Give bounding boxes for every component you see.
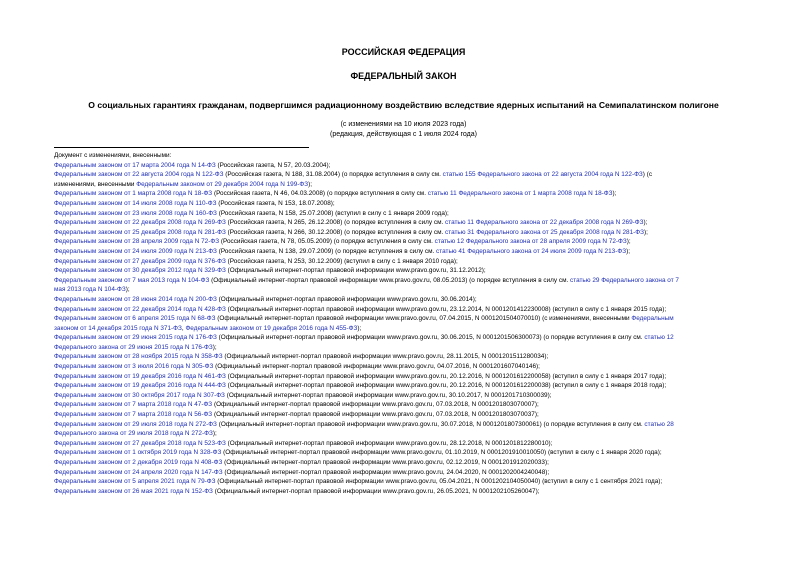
amendment-line: [54, 285, 766, 295]
amendment-line: [54, 333, 766, 343]
amendment-line: [54, 400, 766, 410]
amendment-line: [54, 295, 766, 305]
amendment-link[interactable]: Федеральным законом от 23 июля 2008 года N 160-ФЗ: [54, 209, 217, 217]
amendment-line: [54, 247, 766, 257]
amendments-lines: [54, 161, 766, 497]
amendment-text: );: [212, 343, 217, 351]
amendment-link[interactable]: законом от 14 декабря 2015 года N 371-ФЗ: [54, 324, 182, 332]
amendment-text: (Официальный интернет-портал правовой информации www.pravo.gov.ru, 23.12.2014, N 0001201412230008) (вступил в силу с 1 января 2015 года);: [225, 305, 667, 313]
amendment-line: [54, 381, 766, 391]
doc-type-heading: ФЕДЕРАЛЬНЫЙ ЗАКОН: [350, 71, 457, 81]
amendment-text: (Официальный интернет-портал правовой информации www.pravo.gov.ru, 30.06.2014);: [216, 295, 477, 303]
amendment-link[interactable]: Федеральным законом от 27 декабря 2009 года N 376-ФЗ: [54, 257, 226, 265]
amendment-text: );: [626, 247, 630, 255]
amendment-link[interactable]: Федеральным законом от 3 июля 2016 года N 305-ФЗ: [54, 363, 214, 371]
amendment-text: );: [125, 286, 130, 294]
amendment-link[interactable]: статью 41 Федерального закона от 24 июля 2009 года N 213-ФЗ: [436, 247, 627, 255]
amendment-line: [54, 305, 766, 315]
amendment-link[interactable]: Федеральным: [631, 315, 674, 323]
amendment-link[interactable]: статью 11 Федерального закона от 22 декабря 2008 года N 269-ФЗ: [445, 219, 644, 227]
amendment-link[interactable]: Федеральным законом от 1 октября 2019 года N 328-ФЗ: [54, 449, 222, 457]
amendment-line: [54, 266, 766, 276]
amendment-line: [54, 324, 766, 334]
amendment-text: ,: [181, 324, 186, 332]
amendment-text: (Российская газета, N 57, 20.03.2004);: [215, 161, 331, 169]
amendment-line: [54, 372, 766, 382]
amendment-line: [54, 180, 766, 190]
amendment-link[interactable]: Федеральным законом от 29 декабря 2004 года N 199-ФЗ: [136, 180, 309, 188]
amendment-link[interactable]: Федеральным законом от 1 марта 2008 года N 18-ФЗ: [54, 190, 213, 198]
amendment-link[interactable]: Федеральным законом от 19 декабря 2016 года N 444-ФЗ: [54, 382, 226, 390]
amendment-link[interactable]: Федеральным законом от 7 мая 2013 года N 104-ФЗ: [54, 276, 210, 284]
changes-note: (с изменениями на 10 июля 2023 года): [340, 121, 467, 128]
amendment-text: (Российская газета, N 158, 25.07.2008) (вступил в силу с 1 января 2009 года);: [216, 209, 449, 217]
amendment-line: [54, 410, 766, 420]
amendment-link[interactable]: Федеральным законом от 5 апреля 2021 года N 79-ФЗ: [54, 478, 216, 486]
amendment-line: [54, 276, 766, 286]
amendment-link[interactable]: статью 12: [644, 334, 674, 342]
amendment-text: );: [626, 238, 631, 246]
amendment-text: (Официальный интернет-портал правовой информации www.pravo.gov.ru, 30.10.2017, N 0001201710300039);: [224, 391, 552, 399]
amendment-link[interactable]: статью 29 Федерального закона от 7: [570, 276, 679, 284]
amendment-link[interactable]: статью 28: [644, 420, 674, 428]
amendment-link[interactable]: Федеральным законом от 24 июля 2009 года N 213-ФЗ: [54, 247, 217, 255]
amendment-link[interactable]: Федеральным законом от 7 марта 2018 года N 47-ФЗ: [54, 401, 213, 409]
amendment-line: [54, 228, 766, 238]
amendment-link[interactable]: статью 31 Федерального закона от 25 декабря 2008 года N 281-ФЗ: [445, 228, 644, 236]
amendment-text: (Официальный интернет-портал правовой информации www.pravo.gov.ru, 07.03.2018, N 0001201803070037);: [212, 411, 539, 419]
amendment-link[interactable]: Федеральным законом от 6 апреля 2015 года N 68-ФЗ: [54, 315, 216, 323]
amendment-link[interactable]: статью 12 Федерального закона от 28 апреля 2009 года N 72-ФЗ: [434, 238, 627, 246]
amendments-list: [54, 151, 766, 496]
amendment-text: (Российская газета, N 153, 18.07.2008);: [216, 199, 335, 207]
amendment-text: (Официальный интернет-портал правовой информации www.pravo.gov.ru, 28.11.2015, N 0001201511280034);: [222, 353, 549, 361]
amendment-line: [54, 343, 766, 353]
amendment-link[interactable]: Федеральным законом от 24 апреля 2020 года N 147-ФЗ: [54, 468, 223, 476]
amendment-text: );: [644, 228, 648, 236]
amendment-text: (Российская газета, N 188, 31.08.2004) (о порядке вступления в силу см.: [223, 171, 443, 179]
amendment-link[interactable]: мая 2013 года N 104-ФЗ: [54, 286, 126, 294]
amendment-line: [54, 362, 766, 372]
amendment-text: (Официальный интернет-портал правовой информации www.pravo.gov.ru, 04.07.2016, N 0001201607040146);: [213, 363, 540, 371]
amendment-line: [54, 189, 766, 199]
amendment-text: (Официальный интернет-портал правовой информации www.pravo.gov.ru, 28.12.2018, N 0001201812280010);: [225, 439, 553, 447]
amendment-text: (Официальный интернет-портал правовой информации www.pravo.gov.ru, 24.04.2020, N 0001202004240048);: [222, 468, 550, 476]
amendment-line: [54, 429, 766, 439]
amendment-line: [54, 352, 766, 362]
amendment-line: [54, 458, 766, 468]
amendment-link[interactable]: Федеральным законом от 29 июля 2018 года N 272-ФЗ: [54, 420, 217, 428]
amendment-line: [54, 257, 766, 267]
amendment-line: [54, 209, 766, 219]
amendment-link[interactable]: Федеральным законом от 27 декабря 2018 года N 523-ФЗ: [54, 439, 226, 447]
amendment-line: [54, 237, 766, 247]
amendment-text: );: [643, 219, 648, 227]
amendment-text: ) (с: [642, 171, 653, 179]
amendment-text: (Официальный интернет-портал правовой информации www.pravo.gov.ru, 05.04.2021, N 0001202104050040) (вступил в силу с 1 сентября 2021 года);: [215, 478, 663, 486]
amendment-text: (Официальный интернет-портал правовой информации www.pravo.gov.ru, 31.12.2012);: [225, 267, 486, 275]
amendment-text: );: [308, 180, 313, 188]
amendment-line: [54, 314, 766, 324]
amendment-link[interactable]: Федеральным законом от 14 июля 2008 года N 110-ФЗ: [54, 199, 217, 207]
amendment-link[interactable]: Федеральным законом от 19 декабря 2016 года N 455-ФЗ: [185, 324, 358, 332]
amendment-text: (Официальный интернет-портал правовой информации www.pravo.gov.ru, 08.05.2013) (о порядке вступления в силу см.: [209, 276, 571, 284]
amendment-text: (Российская газета, N 138, 29.07.2009) (о порядке вступления в силу см.: [216, 247, 437, 255]
amendment-text: (Российская газета, N 46, 04.03.2008) (о порядке вступления в силу см.: [212, 190, 428, 198]
amendment-link[interactable]: Федеральным законом от 7 марта 2018 года N 56-ФЗ: [54, 411, 213, 419]
amendment-text: (Российская газета, N 266, 30.12.2008) (о порядке вступления в силу см.: [225, 228, 446, 236]
amendment-link[interactable]: Федеральным законом от 28 апреля 2009 года N 72-ФЗ: [54, 238, 220, 246]
amendment-line: [54, 391, 766, 401]
amendment-line: [54, 199, 766, 209]
amendment-link[interactable]: Федерального закона от 29 июля 2018 года N 272-ФЗ: [54, 430, 213, 438]
amendment-text: );: [212, 430, 217, 438]
law-title: О социальных гарантиях гражданам, подвергшимся радиационному воздействию вследствие ядерных испытаний на Семипалатинском полигоне: [88, 100, 719, 110]
amendment-link[interactable]: Федеральным законом от 25 декабря 2008 года N 281-ФЗ: [54, 228, 226, 236]
amendment-link[interactable]: Федеральным законом от 29 июня 2015 года N 176-ФЗ: [54, 334, 217, 342]
amendment-text: (Официальный интернет-портал правовой информации www.pravo.gov.ru, 20.12.2016, N 0001201612200058) (вступил в силу с 1 января 2017 года);: [225, 372, 667, 380]
amendment-link[interactable]: Федеральным законом от 30 октября 2017 года N 307-ФЗ: [54, 391, 225, 399]
amendment-link[interactable]: Федеральным законом от 22 декабря 2014 года N 428-ФЗ: [54, 305, 226, 313]
amendment-text: изменениями, внесенными: [54, 180, 137, 188]
amendment-line: [54, 487, 766, 497]
amendment-text: (Российская газета, N 78, 05.05.2009) (о порядке вступления в силу см.: [219, 238, 435, 246]
amendment-text: );: [357, 324, 362, 332]
amendment-text: (Официальный интернет-портал правовой информации www.pravo.gov.ru, 26.05.2021, N 0001202105260047);: [212, 487, 540, 495]
amendment-line: [54, 420, 766, 430]
amendment-text: );: [612, 190, 617, 198]
amendment-link[interactable]: Федеральным законом от 19 декабря 2016 года N 461-ФЗ: [54, 372, 226, 380]
amendment-text: (Российская газета, N 265, 26.12.2008) (о порядке вступления в силу см.: [225, 219, 446, 227]
amendment-line: [54, 468, 766, 478]
amendment-link[interactable]: Федеральным законом от 26 мая 2021 года N 152-ФЗ: [54, 487, 213, 495]
edition-note: (редакция, действующая с 1 июля 2024 года): [330, 131, 477, 138]
country-heading: РОССИЙСКАЯ ФЕДЕРАЦИЯ: [341, 47, 466, 57]
amendment-link[interactable]: Федеральным законом от 17 марта 2004 года N 14-ФЗ: [54, 161, 216, 169]
amendment-link[interactable]: Федерального закона от 29 июня 2015 года N 176-ФЗ: [54, 343, 213, 351]
amendment-text: (Официальный интернет-портал правовой информации www.pravo.gov.ru, 02.12.2019, N 0001201912020033);: [222, 459, 549, 466]
amendment-link[interactable]: Федеральным законом от 2 декабря 2019 года N 408-ФЗ: [54, 459, 223, 466]
amendment-link[interactable]: Федеральным законом от 30 декабря 2012 года N 329-ФЗ: [54, 267, 226, 275]
amendment-link[interactable]: статью 11 Федерального закона от 1 марта 2008 года N 18-ФЗ: [427, 190, 613, 198]
amendment-line: [54, 170, 766, 180]
amendment-line: [54, 439, 766, 449]
amendment-text: (Официальный интернет-портал правовой информации www.pravo.gov.ru, 07.03.2018, N 0001201803070007);: [212, 401, 539, 409]
amendments-intro: Документ с изменениями, внесенными:: [54, 152, 172, 159]
amendment-link[interactable]: статью 155 Федерального закона от 22 августа 2004 года N 122-ФЗ: [442, 171, 643, 179]
amendment-text: (Официальный интернет-портал правовой информации www.pravo.gov.ru, 20.12.2016, N 0001201612200038) (вступил в силу с 1 января 2018 года);: [225, 382, 667, 390]
amendment-text: (Официальный интернет-портал правовой информации www.pravo.gov.ru, 30.06.2015, N 0001201506300073) (о порядке вступления в силу см.: [216, 334, 645, 342]
amendment-text: (Официальный интернет-портал правовой информации www.pravo.gov.ru, 07.04.2015, N 0001201504070010) (с изменениями, внесенными: [215, 315, 632, 323]
amendment-link[interactable]: Федеральным законом от 22 декабря 2008 года N 269-ФЗ: [54, 219, 226, 227]
amendment-link[interactable]: Федеральным законом от 28 ноября 2015 года N 358-ФЗ: [54, 353, 223, 361]
amendment-text: (Официальный интернет-портал правовой информации www.pravo.gov.ru, 01.10.2019, N 0001201910010050) (вступил в силу с 1 января 2020 года);: [221, 449, 662, 457]
amendment-line: [54, 477, 766, 487]
amendment-link[interactable]: Федеральным законом от 22 августа 2004 года N 122-ФЗ: [54, 171, 224, 179]
amendment-line: [54, 448, 766, 458]
amendment-text: (Российская газета, N 253, 30.12.2009) (вступил в силу с 1 января 2010 года);: [225, 257, 458, 265]
amendment-line: [54, 161, 766, 171]
separator-rule: [54, 147, 309, 148]
amendment-line: [54, 218, 766, 228]
amendment-text: (Официальный интернет-портал правовой информации www.pravo.gov.ru, 30.07.2018, N 0001201807300061) (о порядке вступления в силу см.: [216, 420, 645, 428]
amendment-link[interactable]: Федеральным законом от 28 июня 2014 года N 200-ФЗ: [54, 295, 217, 303]
